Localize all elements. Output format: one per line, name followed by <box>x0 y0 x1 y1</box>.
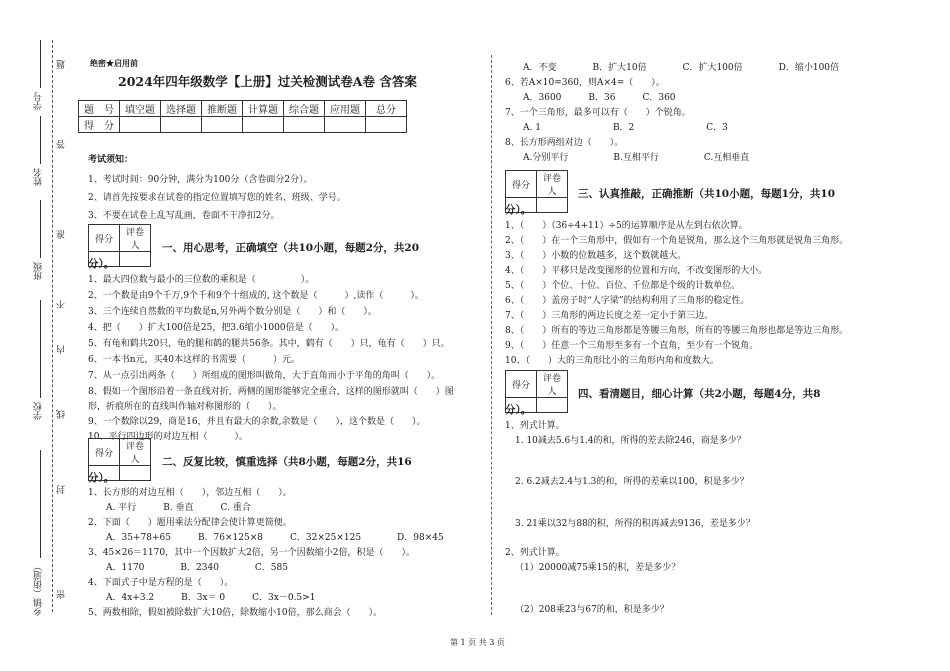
section1-title-cont: 分）。 <box>88 258 115 270</box>
question-item: 7、一个三角形，最多可以有（ ）个锐角。 <box>505 108 691 118</box>
sub-question: 2. 6.2减去2.4与1.3的和，所得的差乘以100，积是多少？ <box>515 477 749 487</box>
notice-item: 3、不要在试卷上乱写乱画，卷面不干净扣2分。 <box>88 211 280 221</box>
score-table <box>78 100 407 133</box>
question-item: 1、列式计算。 <box>505 421 565 431</box>
section3-title: 三、认真推敲，正确推断（共10小题，每题1分，共10 <box>578 188 836 200</box>
seal-mark: 准 <box>57 230 67 239</box>
answer-options: A．4x+3.2 B．3x＝ 0 C．3x－0.5>1 <box>88 593 316 603</box>
section1-title: 一、用心思考，正确填空（共10小题，每题2分，共20 <box>162 242 420 254</box>
reviewer-input-cell[interactable] <box>120 252 151 267</box>
exam-title: 2024年四年级数学【上册】过关检测试卷A卷 含答案 <box>118 74 417 89</box>
seal-mark: 线 <box>57 410 67 419</box>
question-item: 6、一本书n元，买40本这样的书需要（ ）元。 <box>88 355 300 365</box>
question-item: 8、（ ）所有的等边三角形都是等腰三角形，所有的等腰三角形也都是等边三角形。 <box>505 326 849 336</box>
question-item: 10、（ ）大的三角形比小的三角形内角和度数大。 <box>505 356 719 366</box>
question-item: 6、（ ）盖房子时“人字梁”的结构利用了三角形的稳定性。 <box>505 296 750 306</box>
answer-options: A．不变 B．扩大10倍 C．扩大100倍 D．缩小100倍 <box>505 63 840 73</box>
seal-mark: 不 <box>57 300 67 309</box>
sub-question: （2）208乘23与67的和，积是多少？ <box>515 605 669 615</box>
name-label: 姓名 <box>34 168 44 186</box>
score-table-cell: 总分 <box>366 101 407 117</box>
question-item: 9、（ ）任意一个三角形至多有一个直角，至少有一个锐角。 <box>505 341 759 351</box>
notice-item: 2、请首先按要求在试卷的指定位置填写您的姓名、班级、学号。 <box>88 193 346 203</box>
question-item: 4、把（ ）扩大100倍是25，把3.6缩小1000倍是（ ）。 <box>88 323 345 333</box>
question-item: 7、（ ）三角形的两边长度之差一定小于第三边。 <box>505 311 714 321</box>
student-id-line <box>40 40 41 88</box>
score-table-score-row <box>79 117 407 133</box>
score-input-cell[interactable] <box>243 117 284 133</box>
score-input-cell[interactable] <box>120 117 161 133</box>
scorer-label: 得分 <box>89 225 120 252</box>
notice-heading: 考试须知： <box>88 155 134 165</box>
reviewer-label: 评卷人 <box>120 439 151 466</box>
answer-options: A. 平行 B. 垂直 C. 重合 <box>88 503 251 513</box>
question-item: 8、长方形两组对边（ ）。 <box>505 138 624 148</box>
notice-item: 1、考试时间：90分钟，满分为100分（含卷面分2分）。 <box>88 175 313 185</box>
school-line <box>40 300 41 398</box>
township-line <box>40 450 41 558</box>
name-line <box>40 116 41 164</box>
sub-question: 3. 21乘以32与88的积，所得的积再减去9136，差是多少？ <box>515 519 755 529</box>
sub-question: 1. 10减去5.6与1.4的和，所得的差去除246，商是多少？ <box>515 436 746 446</box>
score-input-cell[interactable] <box>202 117 243 133</box>
reviewer-label: 评卷人 <box>120 225 151 252</box>
score-table-cell: 计算题 <box>243 101 284 117</box>
question-item: 2、列式计算。 <box>505 548 565 558</box>
question-item: 5、有龟和鹤共20只，龟的腿和鹤的腿共56条。其中，鹤有（ ）只，龟有（ ）只。 <box>88 339 450 349</box>
score-table-cell: 题 号 <box>79 101 120 117</box>
question-item: 5、两数相除，假如被除数扩大10倍，除数缩小10倍，那么商会（ ）。 <box>88 608 383 618</box>
question-item: 1、（ ）（36÷4+11）÷5的运算顺序是从左到右依次算。 <box>505 221 748 231</box>
question-item: 10、平行四边形的对边互相（ ）。 <box>88 432 248 442</box>
score-table-cell: 填空题 <box>120 101 161 117</box>
reviewer-label: 评卷人 <box>537 371 568 398</box>
question-item: 4、（ ）平移只是改变图形的位置和方向，不改变图形的大小。 <box>505 266 768 276</box>
sub-question: （1）20000减75乘15的积，差是多少？ <box>515 563 681 573</box>
answer-options: A．1170 B．2340 C．585 <box>88 563 288 573</box>
section2-title-cont: 分）。 <box>88 472 115 484</box>
seal-mark: 封 <box>57 485 67 494</box>
section4-title-cont: 分）。 <box>505 404 532 416</box>
section3-title-cont: 分）。 <box>505 204 532 216</box>
score-input-cell[interactable] <box>325 117 366 133</box>
answer-options: A．35+78+65 B．76×125×8 C．32×25×125 D．98×45 <box>88 533 444 543</box>
school-label: 学校 <box>34 402 44 420</box>
question-item: 2、下面（ ）题用乘法分配律会使计算更简便。 <box>88 518 292 528</box>
score-table-cell: 应用题 <box>325 101 366 117</box>
score-input-cell[interactable] <box>366 117 407 133</box>
scorer-label: 得分 <box>89 439 120 466</box>
page-number: 第 1 页 共 3 页 <box>450 638 505 647</box>
question-item: 9、一个数除以29，商是16，并且有最大的余数,余数是（ ），这个数是（ ）。 <box>88 417 426 427</box>
seal-mark: 答 <box>57 140 67 149</box>
question-item: 2、（ ）在一个三角形中，假如有一个角是锐角，那么这个三角形就是锐角三角形。 <box>505 236 849 246</box>
scorer-label: 得分 <box>506 371 537 398</box>
seal-mark: 题 <box>57 60 67 69</box>
question-item: 3、45×26＝1170，其中一个因数扩大2倍，另一个因数缩小2倍，积是（ ）。 <box>88 548 416 558</box>
question-item: 3、三个连续自然数的平均数是n,另外两个数分别是（ ）和（ ）。 <box>88 307 377 317</box>
score-table-cell: 得 分 <box>79 117 120 133</box>
seal-mark: 内 <box>57 345 67 354</box>
reviewer-input-cell[interactable] <box>537 198 568 213</box>
answer-options: A．3600 B．36 C．360 <box>505 93 676 103</box>
scorer-label: 得分 <box>506 171 537 198</box>
score-input-cell[interactable] <box>161 117 202 133</box>
section4-title: 四、看清题目，细心计算（共2小题，每题4分，共8 <box>578 388 821 400</box>
township-label: 乡镇（街道） <box>34 562 44 616</box>
section2-title: 二、反复比较，慎重选择（共8小题，每题2分，共16 <box>162 456 412 468</box>
question-item: 6、若A×10=360，则A×4=（ ）。 <box>505 78 665 88</box>
seal-mark: 密 <box>57 590 67 599</box>
reviewer-label: 评卷人 <box>537 171 568 198</box>
secret-mark: 绝密★启用前 <box>90 58 138 68</box>
question-item: 1、最大四位数与最小的三位数的乘积是（ ）。 <box>88 275 315 285</box>
question-item: 3、（ ）小数的位数越多，这个数就越大。 <box>505 251 687 261</box>
answer-options: A.分别平行 B.互相平行 C.互相垂直 <box>505 153 750 163</box>
question-item: 7、从一点引出两条（ ）所组成的图形叫做角，大于直角而小于平角的角叫（ ）。 <box>88 371 441 381</box>
student-id-label: 学号 <box>34 92 44 110</box>
class-label: 班级 <box>34 262 44 280</box>
question-item: 2、一个数是由9个千万,9个千和9个十组成的, 这个数是（ ）,读作（ ）。 <box>88 291 424 301</box>
question-item: 5、（ ）个位、十位、百位、千位都是个级的计数单位。 <box>505 281 741 291</box>
score-table-header-row <box>79 101 407 117</box>
question-item: 4、下面式子中是方程的是（ ）。 <box>88 578 234 588</box>
answer-options: A. 1 B．2 C．3 <box>505 123 728 133</box>
score-table-cell: 推断题 <box>202 101 243 117</box>
class-line <box>40 200 41 258</box>
question-item-cont: 形，折痕所在的直线叫作轴对称图形的（ ）。 <box>88 402 282 412</box>
column-divider <box>491 55 492 615</box>
question-item: 8、假如一个图形沿着一条直线对折，两侧的图形能够完全重合，这样的图形就叫（ ）图 <box>88 387 454 397</box>
score-table-cell: 选择题 <box>161 101 202 117</box>
score-table-cell: 综合题 <box>284 101 325 117</box>
reviewer-input-cell[interactable] <box>120 466 151 481</box>
binding-dashed-line <box>52 40 53 612</box>
score-input-cell[interactable] <box>284 117 325 133</box>
reviewer-input-cell[interactable] <box>537 398 568 413</box>
question-item: 1、长方形的对边互相（ ），邻边互相（ ）。 <box>88 488 292 498</box>
